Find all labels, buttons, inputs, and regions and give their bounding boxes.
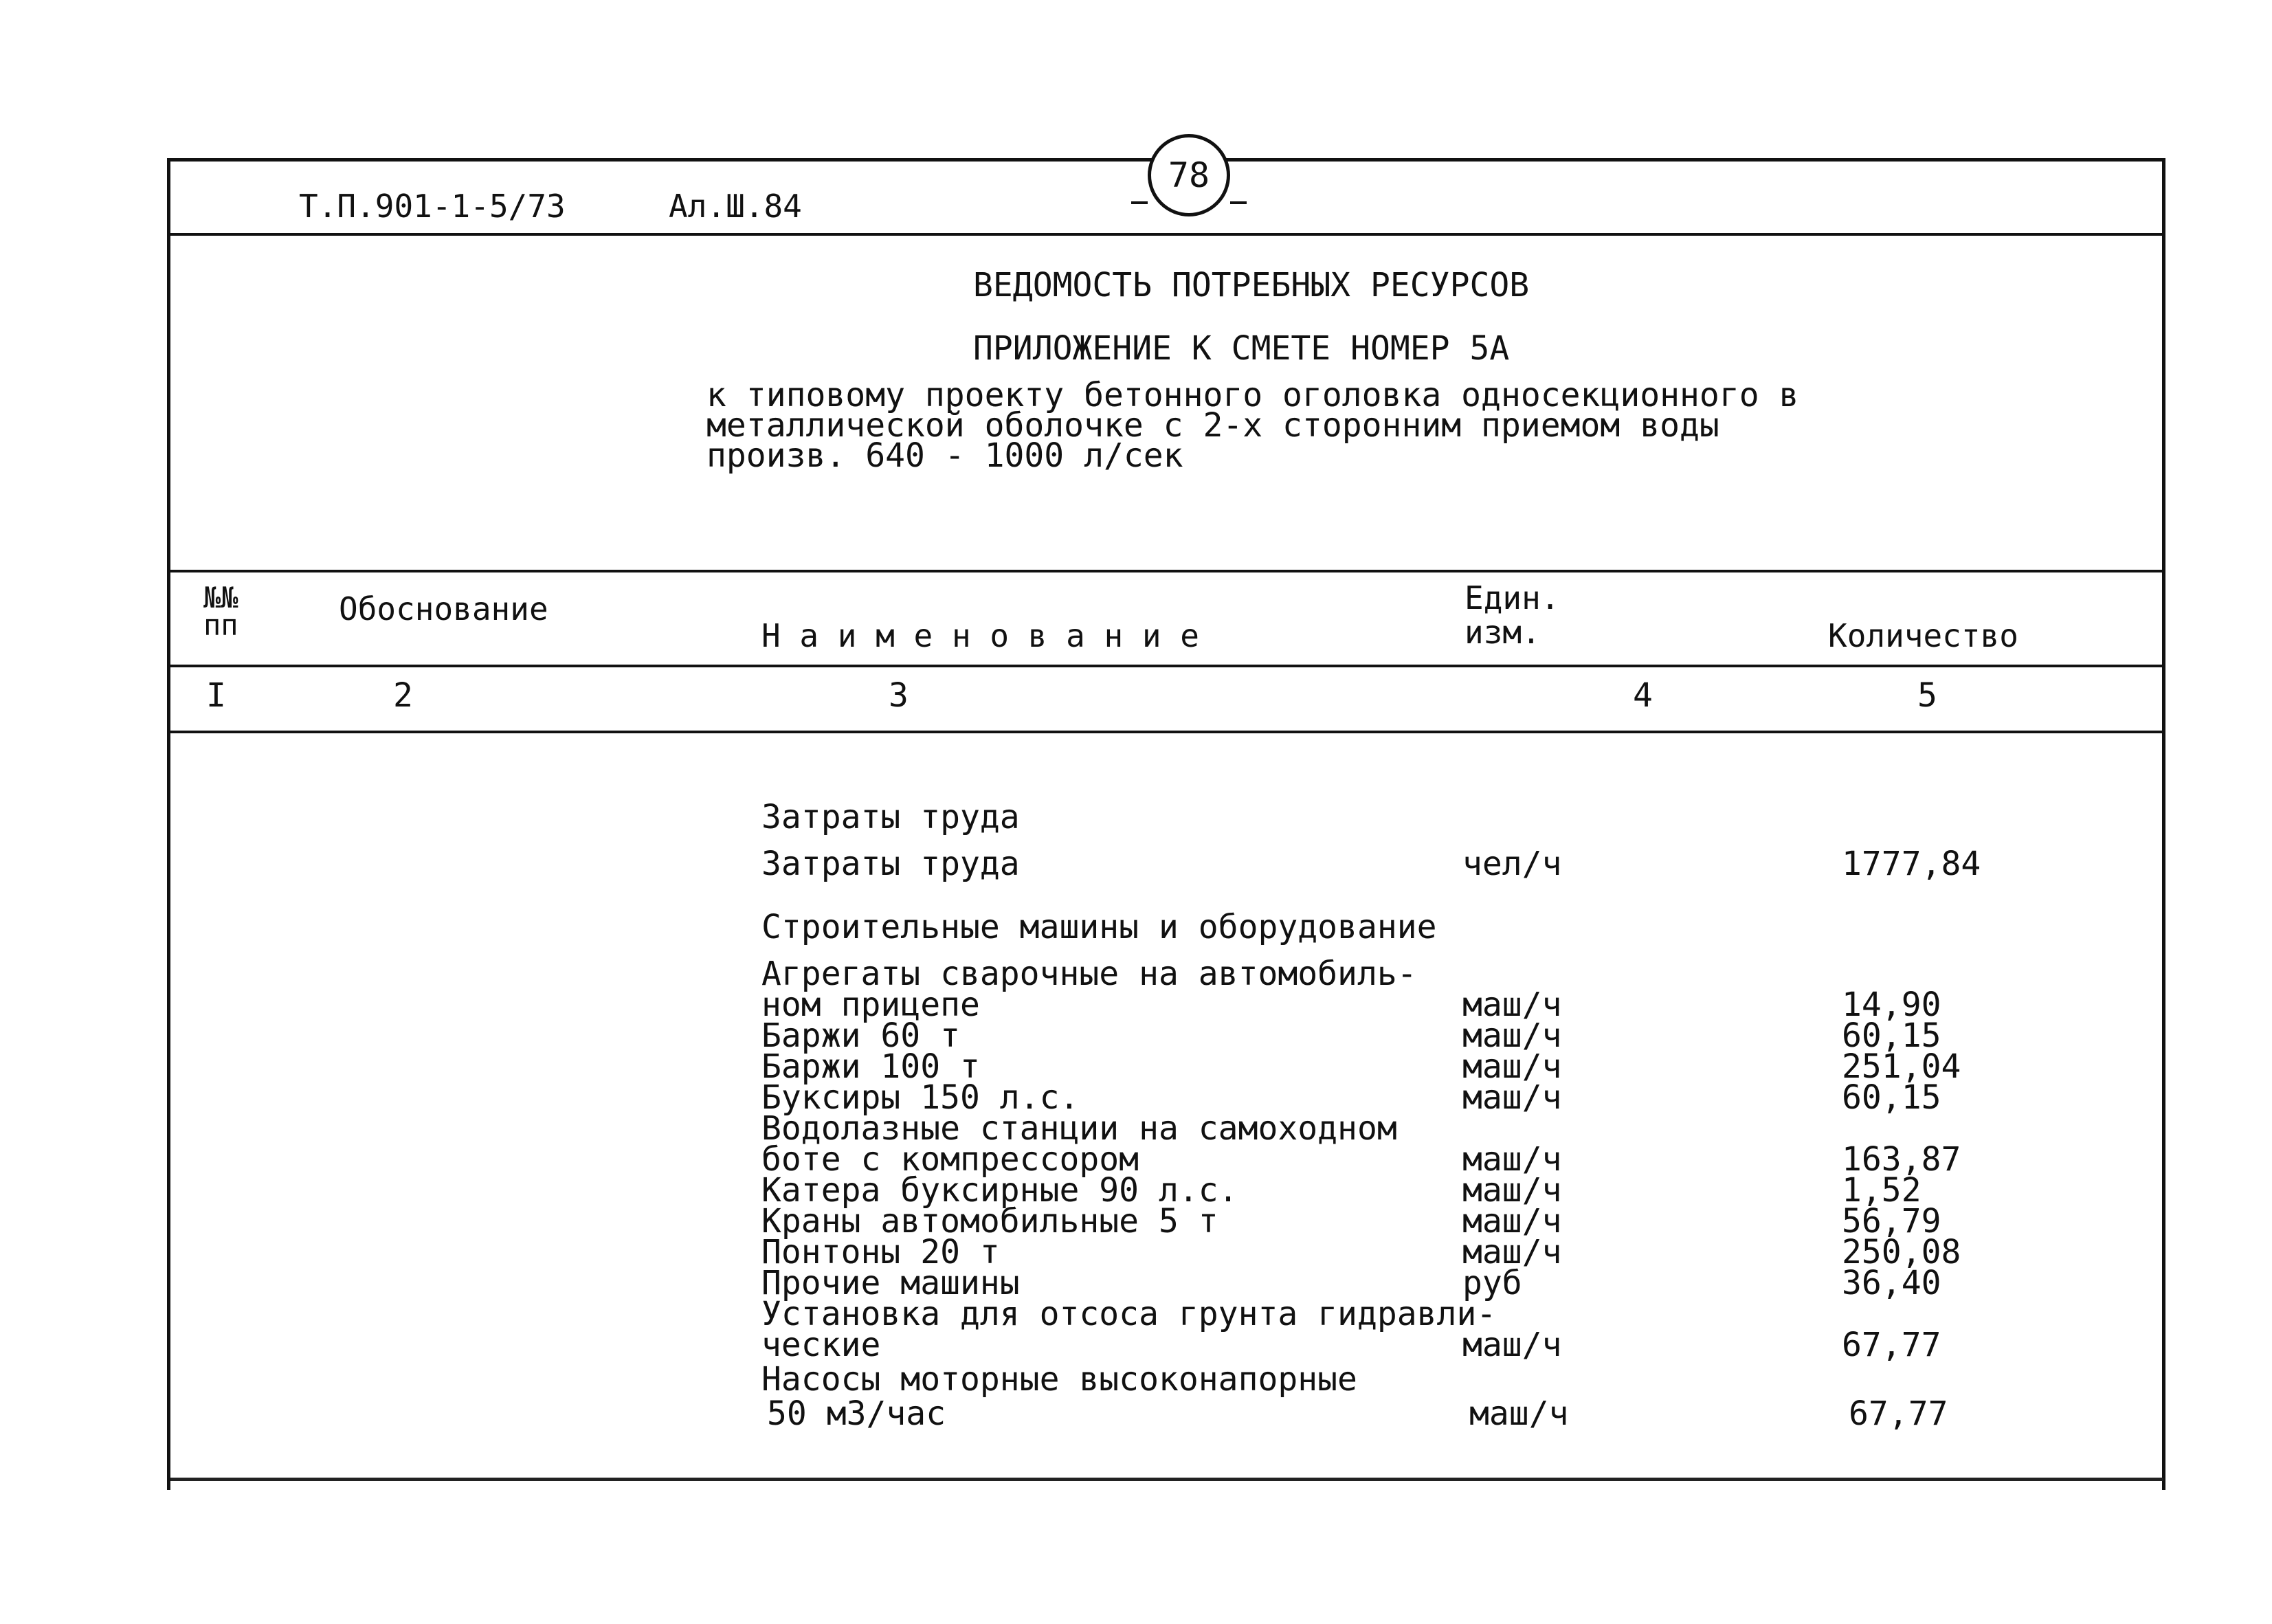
row-qty: 163,87 — [1842, 1140, 1961, 1179]
row-unit: маш/ч — [1462, 1233, 1562, 1271]
row-name: Прочие машины — [761, 1264, 1020, 1302]
row-qty: 1777,84 — [1842, 845, 1981, 883]
row-name: Агрегаты сварочные на автомобиль- — [761, 955, 1417, 993]
document-sheet — [167, 155, 2165, 1490]
description-line: произв. 640 - 1000 л/сек — [706, 436, 1183, 475]
doc-code: Т.П.901-1-5/73 — [299, 188, 566, 225]
sheet-bottom-rule — [170, 1478, 2163, 1481]
row-name: Водолазные станции на самоходном — [761, 1109, 1397, 1148]
row-qty: 60,15 — [1842, 1078, 1941, 1117]
row-unit: маш/ч — [1462, 1171, 1562, 1210]
page-dash-right — [1230, 201, 1247, 204]
row-name: Катера буксирные 90 л.с. — [761, 1171, 1238, 1210]
row-qty: 36,40 — [1842, 1264, 1941, 1302]
row-qty: 67,77 — [1849, 1394, 1948, 1433]
col-number: 2 — [393, 676, 413, 715]
row-unit: маш/ч — [1462, 1047, 1562, 1086]
col-header-qty: Количество — [1828, 617, 2018, 654]
row-unit: маш/ч — [1462, 1078, 1562, 1117]
row-qty: 14,90 — [1842, 986, 1941, 1024]
section-heading: Затраты труда — [761, 798, 1020, 836]
row-unit: маш/ч — [1462, 986, 1562, 1024]
row-qty: 250,08 — [1842, 1233, 1961, 1271]
description-line: к типовому проекту бетонного оголовка односекционного в — [706, 376, 1799, 414]
col-number: 5 — [1917, 676, 1937, 715]
row-name: ческие — [761, 1326, 881, 1364]
header-bottom-rule — [170, 665, 2162, 667]
row-name: ном прицепе — [761, 986, 980, 1024]
row-qty: 56,79 — [1842, 1202, 1941, 1241]
row-name: боте с компрессором — [761, 1140, 1139, 1179]
col-header-unit: Един. — [1464, 579, 1560, 616]
row-qty: 251,04 — [1842, 1047, 1961, 1086]
row-name: Насосы моторные высоконапорные — [761, 1360, 1357, 1399]
col-header-basis: Обоснование — [339, 590, 548, 627]
row-name: Понтоны 20 т — [761, 1233, 1000, 1271]
row-name: Краны автомобильные 5 т — [761, 1202, 1218, 1241]
row-name: 50 м3/час — [767, 1394, 946, 1433]
page-dash-left — [1131, 201, 1148, 204]
document-subtitle: ПРИЛОЖЕНИЕ К СМЕТЕ НОМЕР 5А — [973, 329, 1510, 368]
row-unit: маш/ч — [1462, 1016, 1562, 1055]
row-qty: 1,52 — [1842, 1171, 1922, 1210]
col-header-num-2: пп — [203, 608, 238, 642]
row-unit: маш/ч — [1462, 1326, 1562, 1364]
section-heading: Строительные машины и оборудование — [761, 908, 1437, 946]
album-number: Ал.Ш.84 — [669, 188, 802, 225]
row-unit: чел/ч — [1462, 845, 1562, 883]
col-header-name: Н а и м е н о в а н и е — [761, 617, 1199, 654]
row-qty: 67,77 — [1842, 1326, 1941, 1364]
row-unit: маш/ч — [1462, 1202, 1562, 1241]
description-line: металлической оболочке с 2-х сторонним приемом воды — [706, 406, 1719, 445]
header-rule — [170, 233, 2162, 236]
row-name: Баржи 100 т — [761, 1047, 980, 1086]
document-title: ВЕДОМОСТЬ ПОТРЕБНЫХ РЕСУРСОВ — [973, 266, 1530, 304]
row-qty: 60,15 — [1842, 1016, 1941, 1055]
page-number: 78 — [1148, 134, 1230, 216]
col-header-num: №№ — [203, 581, 238, 614]
row-name: Буксиры 150 л.с. — [761, 1078, 1080, 1117]
row-unit: руб — [1462, 1264, 1522, 1302]
numbers-bottom-rule — [170, 731, 2162, 733]
row-name: Установка для отсоса грунта гидравли- — [761, 1295, 1497, 1333]
row-unit: маш/ч — [1462, 1140, 1562, 1179]
row-unit: маш/ч — [1469, 1394, 1569, 1433]
col-header-unit-2: изм. — [1464, 614, 1541, 651]
col-number: 4 — [1633, 676, 1653, 715]
row-name: Затраты труда — [761, 845, 1020, 883]
row-name: Баржи 60 т — [761, 1016, 960, 1055]
col-number: 3 — [889, 676, 909, 715]
col-number: I — [206, 676, 226, 715]
table-top-rule — [170, 570, 2162, 572]
